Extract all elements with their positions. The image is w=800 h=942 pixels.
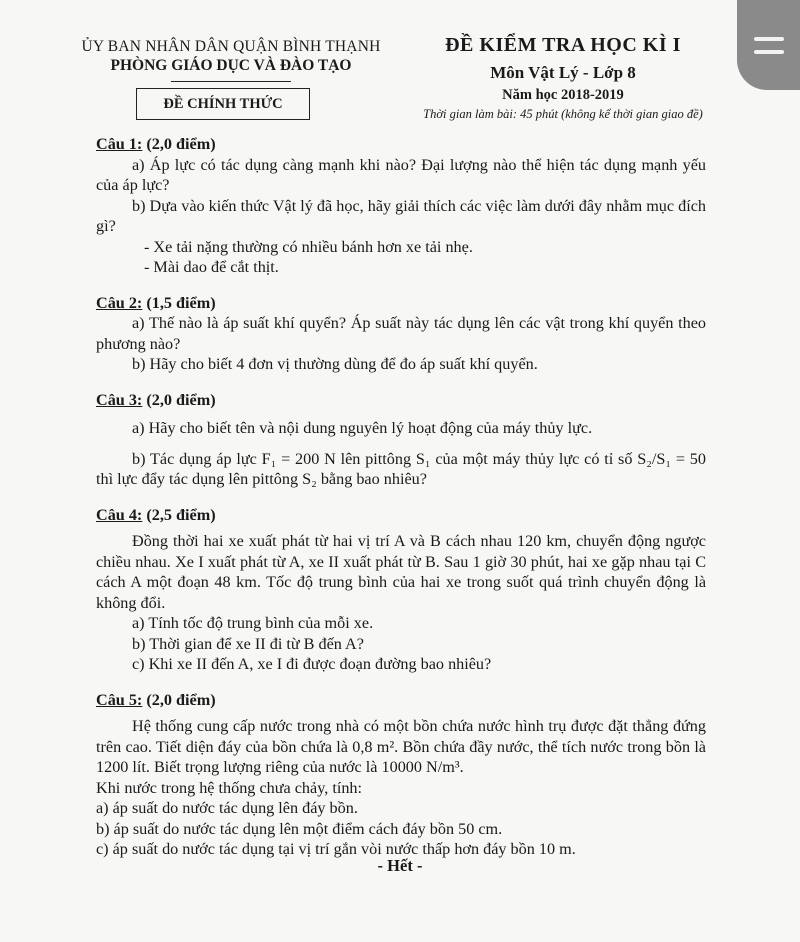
menu-button[interactable]: [737, 0, 800, 90]
department-name: PHÒNG GIÁO DỤC VÀ ĐÀO TẠO: [110, 57, 352, 74]
list-item: - Xe tải nặng thường có nhiều bánh hơn xe tải nhẹ.: [144, 237, 473, 256]
issuer-block: [66, 38, 396, 82]
question-heading: Câu 1: (2,0 điểm): [96, 135, 216, 153]
questions: [96, 134, 706, 867]
list-item: a) Tính tốc độ trung bình của mỗi xe.: [132, 614, 374, 632]
list-item: b) Thời gian để xe II đi từ B đến A?: [132, 634, 364, 653]
menu-icon-bar: [754, 50, 784, 54]
question-1: [96, 134, 706, 278]
end-marker: - Hết -: [377, 856, 423, 875]
authority-name: ỦY BAN NHÂN DÂN QUẬN BÌNH THẠNH: [81, 38, 381, 55]
question-heading: Câu 4: (2,5 điểm): [96, 505, 216, 524]
question-text: Đồng thời hai xe xuất phát từ hai vị trí A và B cách nhau 120 km, chuyển động ngược chiều nhau. Xe I xuất phát từ A, xe II xuất phát từ B. Sau 1 giờ 30 phút, hai xe gặp nhau tại C cách A một đoạn 48 km. Tốc độ trung bình của hai xe trong suốt quá trình chuyển động là không đổi.: [96, 532, 706, 612]
question-3: [96, 390, 706, 490]
school-year: Năm học 2018-2019: [502, 87, 624, 103]
question-4: [96, 505, 706, 675]
question-5: [96, 690, 706, 860]
list-item: c) Khi xe II đến A, xe I đi được đoạn đường bao nhiêu?: [132, 655, 492, 673]
list-item: a) áp suất do nước tác dụng lên đáy bồn.: [96, 799, 358, 817]
question-text: a) Hãy cho biết tên và nội dung nguyên lý hoạt động của máy thủy lực.: [132, 419, 593, 437]
subject-line: Môn Vật Lý - Lớp 8: [490, 63, 636, 82]
question-text: b) Tác dụng áp lực F₁ = 200 N lên pittông S₁ của một máy thủy lực có tỉ số S₂/S₁ = 50 thì lực đẩy tác dụng lên pittông S₂ bằng bao nhiêu?: [96, 449, 706, 488]
question-text: b) Hãy cho biết 4 đơn vị thường dùng để đo áp suất khí quyển.: [132, 355, 538, 373]
question-text: b) Dựa vào kiến thức Vật lý đã học, hãy giải thích các việc làm dưới đây nhằm mục đích gì?: [96, 196, 706, 235]
list-item: c) áp suất do nước tác dụng tại vị trí gắn vòi nước thấp hơn đáy bồn 10 m.: [96, 840, 576, 858]
question-heading: Câu 3: (2,0 điểm): [96, 390, 216, 409]
menu-icon: [754, 37, 784, 41]
question-2: [96, 293, 706, 375]
list-item: b) áp suất do nước tác dụng lên một điểm cách đáy bồn 50 cm.: [96, 819, 503, 838]
question-heading: Câu 5: (2,0 điểm): [96, 690, 216, 709]
divider: [171, 81, 291, 82]
list-item: - Mài dao để cắt thịt.: [144, 258, 279, 276]
exam-title: ĐỀ KIỂM TRA HỌC KÌ I: [445, 34, 681, 56]
exam-info-block: [408, 34, 718, 122]
question-text: a) Áp lực có tác dụng càng mạnh khi nào? Đại lượng nào thể hiện tác dụng mạnh yếu của áp lực?: [96, 155, 706, 194]
question-text: a) Thế nào là áp suất khí quyển? Áp suất này tác dụng lên các vật trong khí quyển theo phương nào?: [96, 314, 706, 353]
official-badge: ĐỀ CHÍNH THỨC: [136, 88, 310, 120]
question-text: Khi nước trong hệ thống chưa chảy, tính:: [96, 778, 363, 797]
question-text: Hệ thống cung cấp nước trong nhà có một bồn chứa nước hình trụ được đặt thẳng đứng trên cao. Tiết diện đáy của bồn chứa là 0,8 m². Bồn chứa đầy nước, thể tích nước trong bồn là 1200 lít. Biết trọng lượng riêng của nước là 10000 N/m³.: [96, 717, 706, 776]
duration-note: Thời gian làm bài: 45 phút (không kể thời gian giao đề): [423, 107, 703, 121]
question-heading: Câu 2: (1,5 điểm): [96, 293, 216, 312]
